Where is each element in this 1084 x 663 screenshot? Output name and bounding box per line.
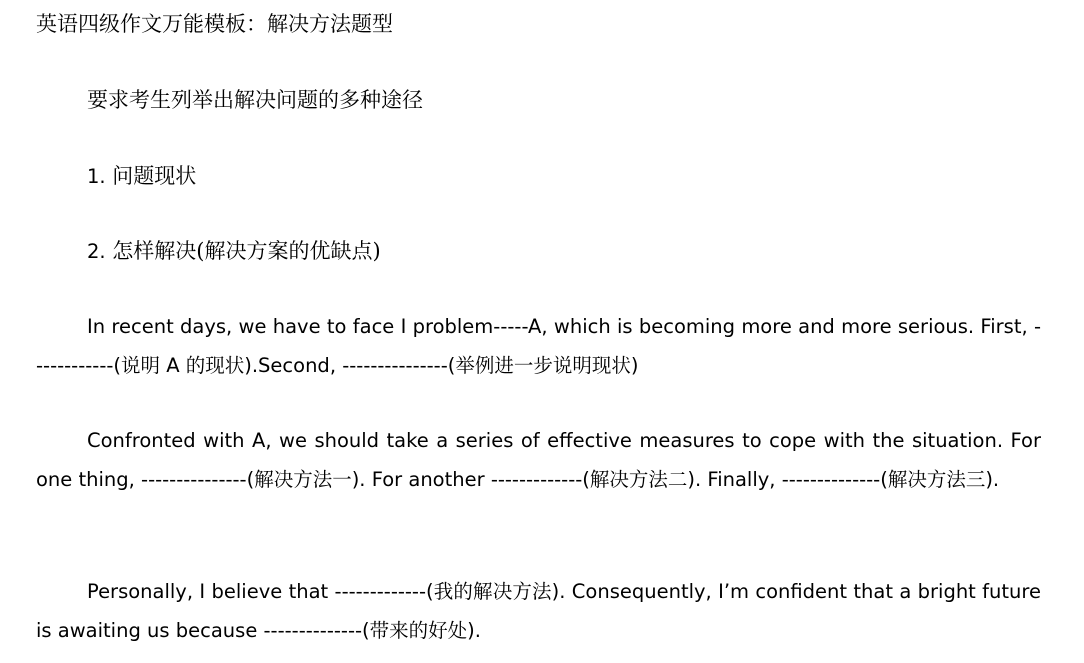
template-paragraph-problem: In recent days, we have to face I problem-----A, which is becoming more and more serious. First, ------------(说明 A 的现状).Second, ---------------(举例进一步说明现状) (36, 315, 1041, 377)
list-item (87, 232, 1042, 271)
template-paragraph-solutions: Confronted with A, we should take a series of effective measures to cope with the situation. For one thing, ---------------(解决方法一). For another -------------(解决方法二). Finally, --------------(解决方法三). (36, 429, 1041, 491)
template-paragraph-conclusion: Personally, I believe that -------------(我的解决方法). Consequently, I’m confident that a bright future is awaiting us because --------------(带来的好处). (36, 580, 1041, 642)
list-item-number: 2. (87, 240, 106, 263)
intro-text: 要求考生列举出解决问题的多种途径 (87, 88, 423, 112)
list-item (87, 157, 1042, 196)
list-item-number: 1. (87, 165, 106, 188)
list-item-text: 怎样解决(解决方案的优缺点) (112, 239, 381, 263)
document-title: 英语四级作文万能模板：解决方法题型 (36, 12, 393, 36)
list-item-text: 问题现状 (112, 164, 197, 188)
